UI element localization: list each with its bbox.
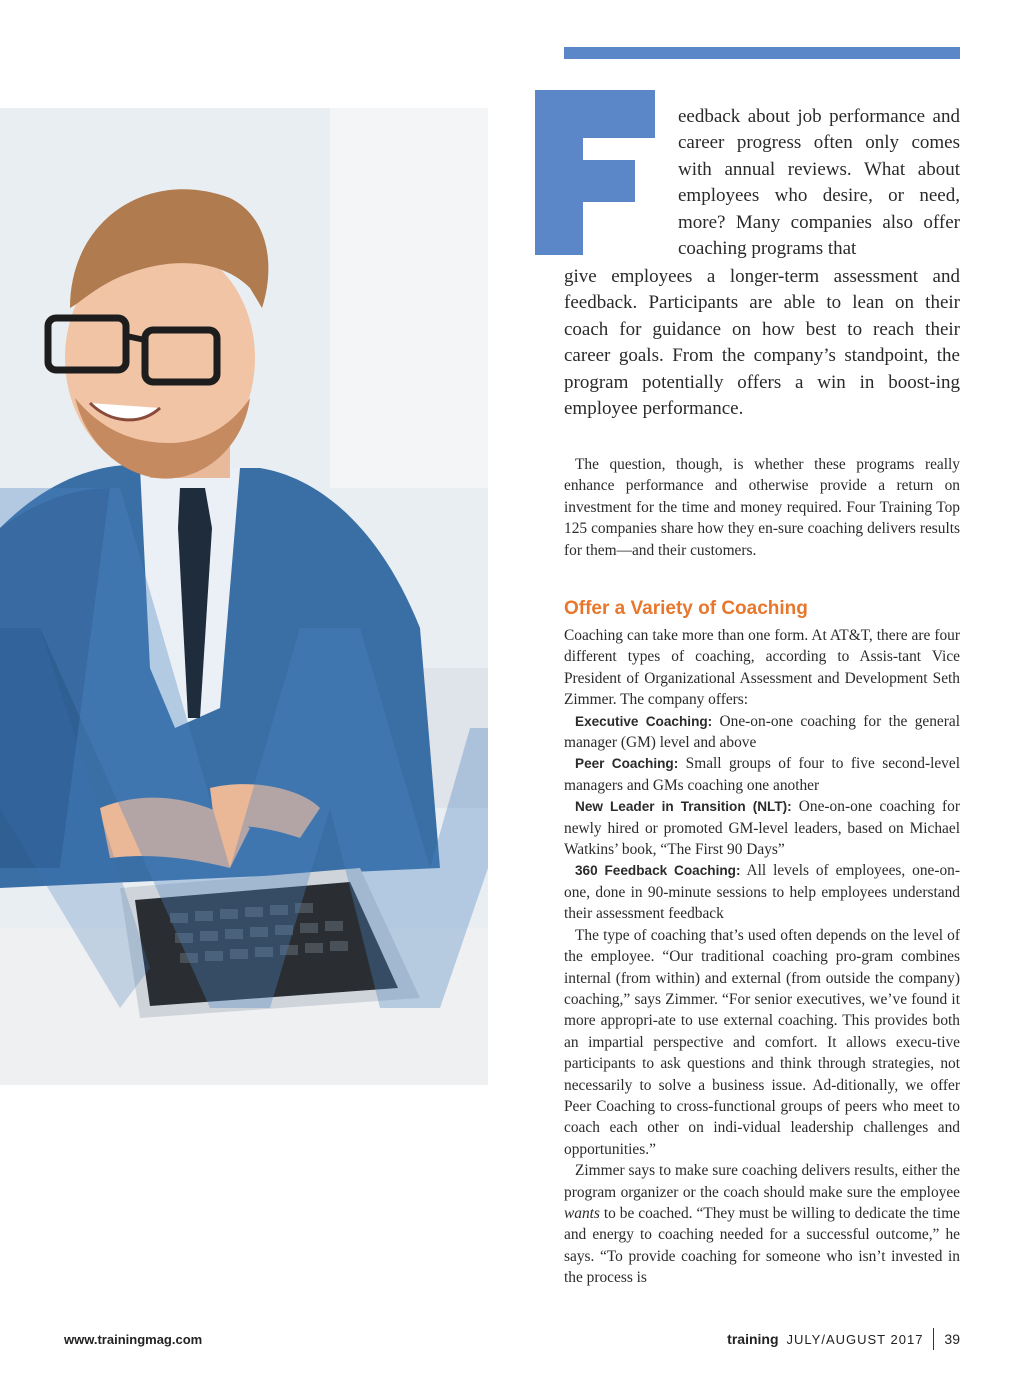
intro-text: The question, though, is whether these programs really enhance performance and otherwise provide a return on investment for the time and money required. Four Training Top 125 companies share how they en-sure coaching delivers results for them—and their customers. xyxy=(564,456,960,559)
section-intro: Coaching can take more than one form. At AT&T, there are four different types of coaching, according to Assis-tant Vice President of Organizational Assessment and Development Seth Zimmer. The company offers: xyxy=(564,627,960,709)
list-item-text: All levels of employees, one-on-one, done in 90-minute sessions to help employees understand their assessment feedback xyxy=(564,862,960,923)
list-item-term: Executive Coaching: xyxy=(575,713,713,729)
paragraph-zimmer-emphasis: wants xyxy=(564,1204,600,1222)
paragraph-zimmer-after: to be coached. “They must be willing to dedicate the time and energy to coaching needed for a successful outcome,” he says. “To provide coaching for someone who isn’t invested in the process is xyxy=(564,1204,960,1287)
list-item-term: New Leader in Transition (NLT): xyxy=(575,799,792,815)
list-item xyxy=(564,796,960,860)
list-item-text: One-on-one coaching for the general manager (GM) level and above xyxy=(564,712,960,752)
section-heading: Offer a Variety of Coaching xyxy=(564,598,808,619)
section-body xyxy=(564,625,960,1289)
intro-paragraph xyxy=(564,454,960,561)
drop-cap xyxy=(535,90,655,255)
list-item xyxy=(564,753,960,796)
lead-paragraph-bottom: give employees a longer-term assessment and feedback. Participants are able to lean on their coach for guidance on how best to reach their career goals. From the company’s standpoint, the program potentially offers a win in boost-ing employee performance. xyxy=(564,266,960,420)
accent-bar xyxy=(564,47,960,59)
list-item-term: 360 Feedback Coaching: xyxy=(575,863,741,879)
list-item-term: Peer Coaching: xyxy=(575,756,679,772)
article-photo xyxy=(0,108,488,1085)
list-item-text: Small groups of four to five second-level managers and GMs coaching one another xyxy=(564,755,960,794)
page-number: 39 xyxy=(944,1331,960,1347)
footer-brand: training xyxy=(727,1331,779,1347)
footer-url[interactable]: www.trainingmag.com xyxy=(64,1332,203,1347)
footer-issue: JULY/AUGUST 2017 xyxy=(786,1331,924,1347)
businessman-photo-illustration xyxy=(0,108,488,1085)
list-item xyxy=(564,860,960,924)
list-item xyxy=(564,711,960,754)
footer-folio xyxy=(727,1328,960,1350)
paragraph-zimmer xyxy=(564,1160,960,1288)
lead-paragraph-top: eedback about job performance and career progress often only comes with annual reviews. What about employees who desire, or need, more? Many companies also offer coaching programs that xyxy=(678,106,960,260)
footer-divider xyxy=(933,1328,934,1350)
paragraph-coaching-type: The type of coaching that’s used often depends on the level of the employee. “Our traditional coaching pro-gram combines internal (from within) and external (from outside the company) coaching,” says Zimmer. “For senior executives, we’ve found it more appropri-ate to use external coaching. This provides both an impartial perspective and comfort. It allows execu-tive participants to ask questions and think through strategies, not necessarily to solve a business issue. Ad-ditionally, we offer Peer Coaching to cross-functional groups of peers who meet to coach each other on indi-vidual leadership challenges and opportunities.” xyxy=(564,926,960,1158)
paragraph-zimmer-before: Zimmer says to make sure coaching delivers results, either the program organizer or the coach should make sure the employee xyxy=(564,1162,960,1201)
list-item-text: One-on-one coaching for newly hired or promoted GM-level leaders, based on Michael Watkins’ book, “The First 90 Days” xyxy=(564,798,960,859)
